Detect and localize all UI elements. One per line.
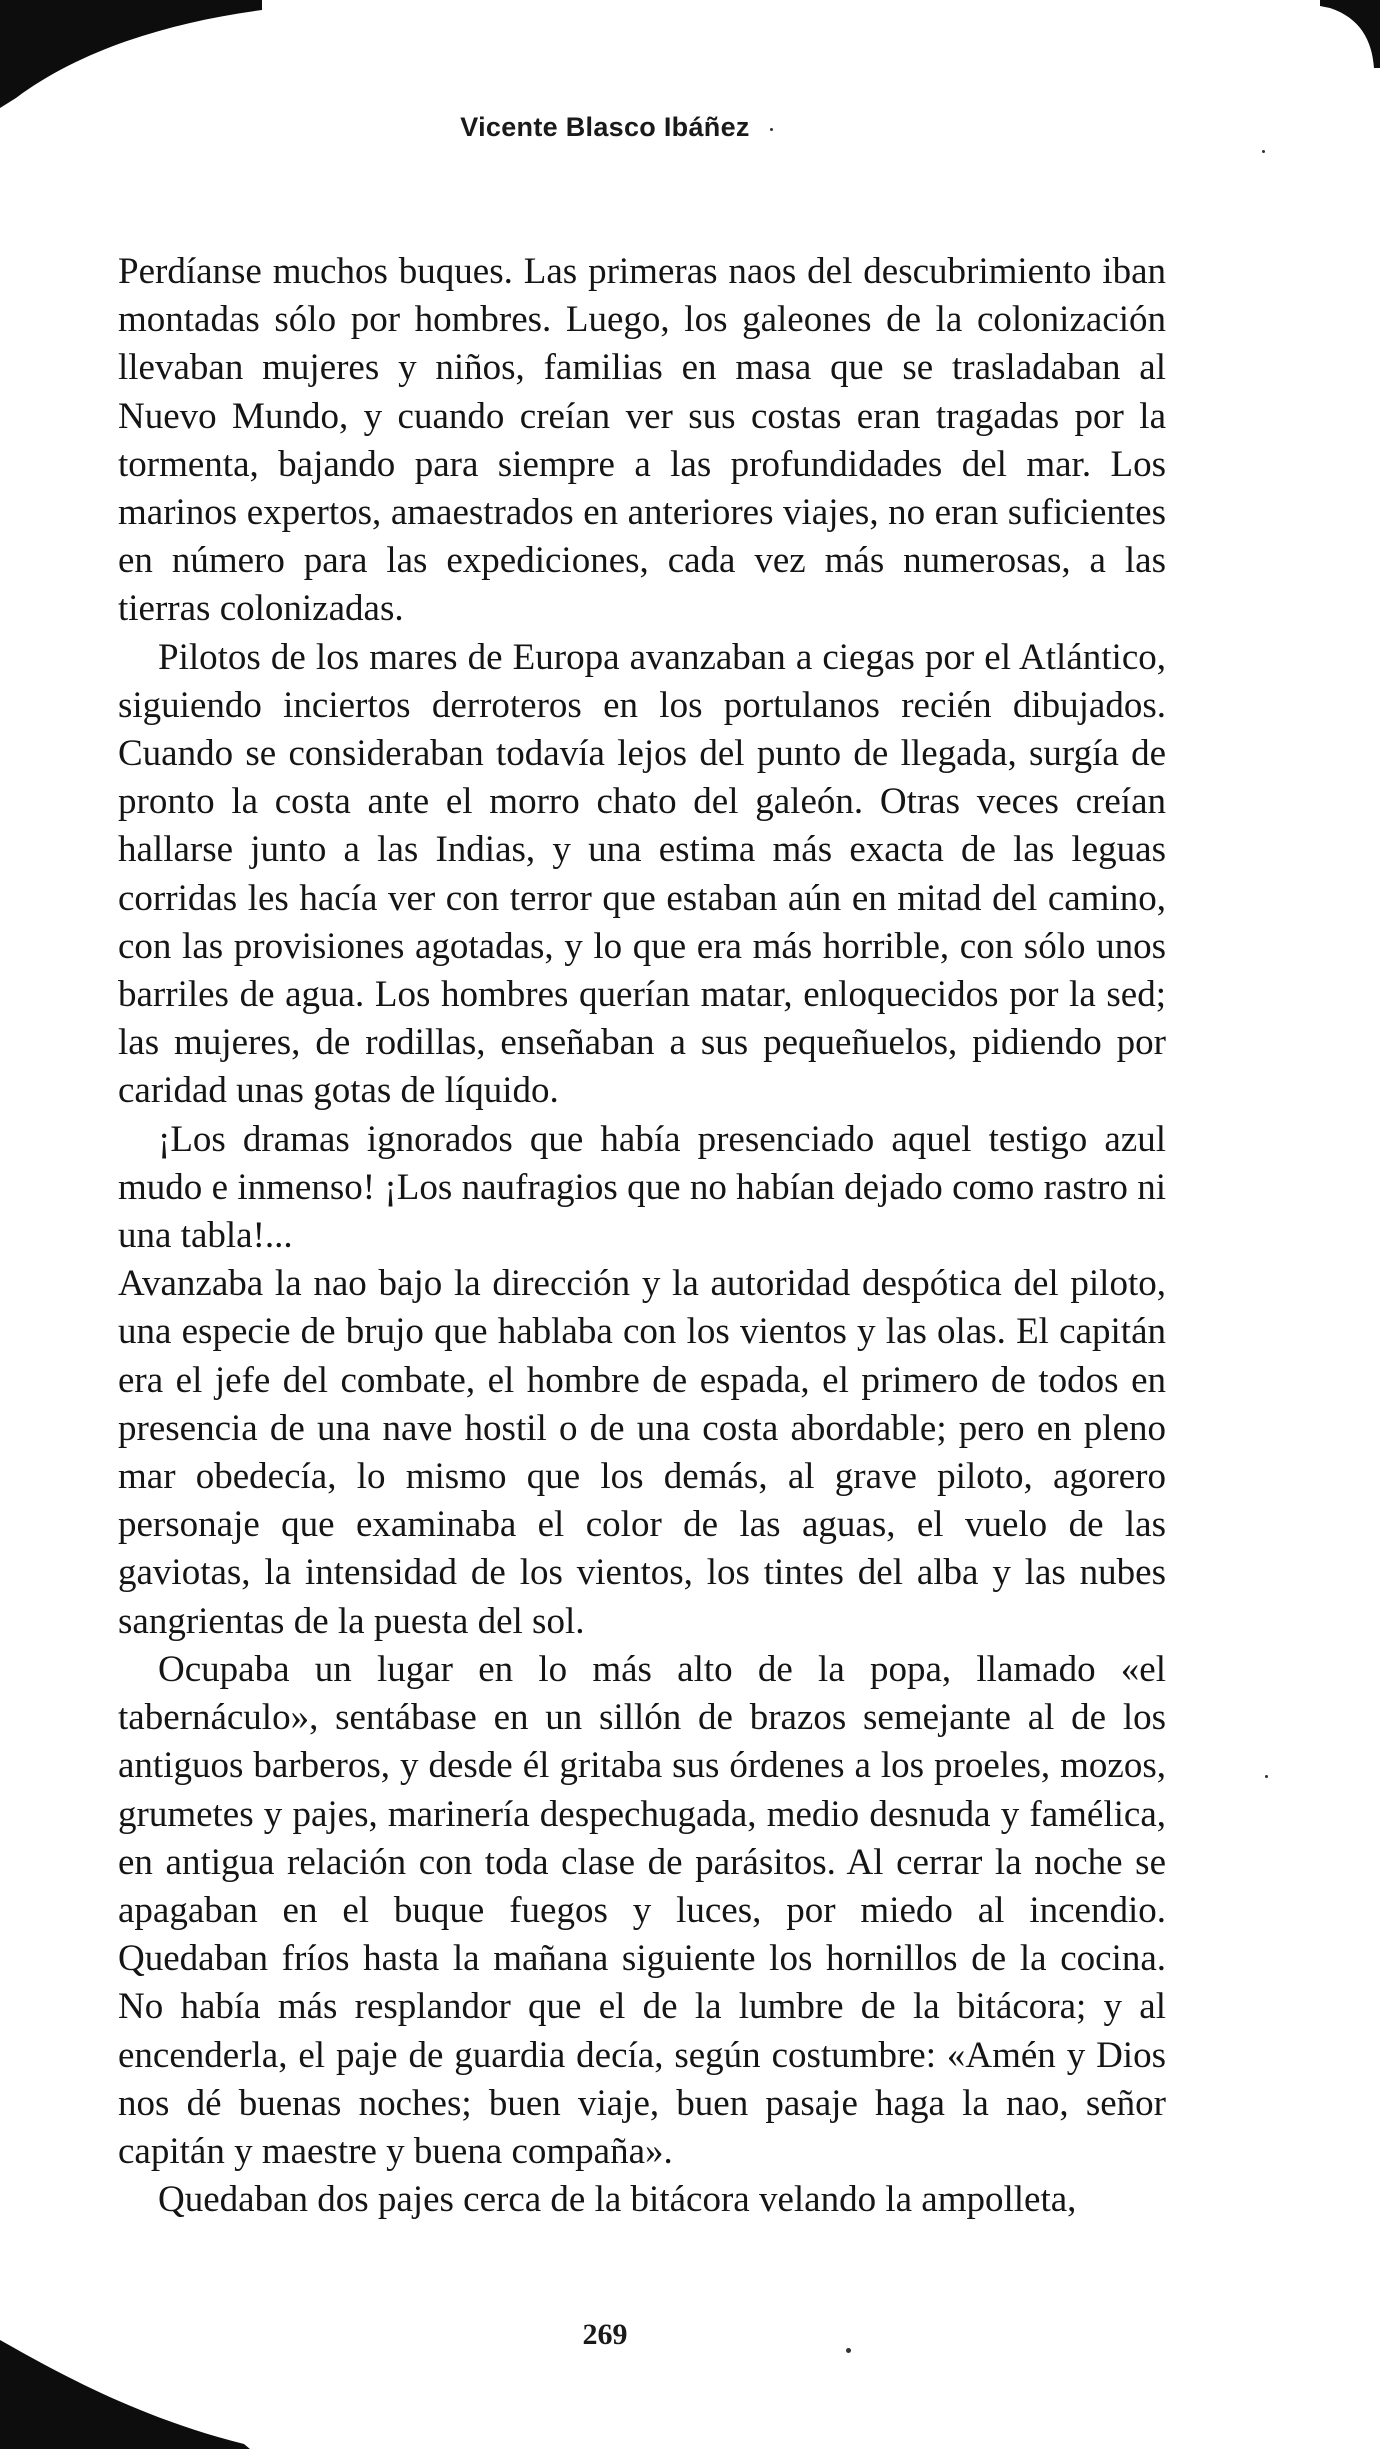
top-right-corner-mark bbox=[1320, 0, 1380, 70]
paragraph: ¡Los dramas ignorados que había presenciado aquel testigo azul mudo e inmenso! ¡Los naufragios que no habían dejado como rastro ni una tabla!... bbox=[118, 1118, 1166, 1257]
paragraph: Quedaban dos pajes cerca de la bitácora velando la ampolleta, bbox=[158, 2179, 1077, 2221]
top-left-corner-mark bbox=[0, 0, 270, 110]
paragraph: Ocupaba un lugar en lo más alto de la popa, llamado «el tabernáculo», sentábase en un sillón de brazos semejante al de los antiguos barberos, y desde él gritaba sus órdenes a los proeles, mozos, grumetes y pajes, marinería despechugada, medio desnuda y famélica, en antigua relación con toda clase de parásitos. Al cerrar la noche se apagaban en el buque fuegos y luces, por miedo al incendio. Quedaban fríos hasta la mañana siguiente los hornillos de la cocina. No había más resplandor que el de la lumbre de la bitácora; y al encenderla, el paje de guardia decía, según costumbre: «Amén y Dios nos dé buenas noches; buen viaje, buen pasaje haga la nao, señor capitán y maestre y buena compaña». bbox=[118, 1648, 1166, 2172]
body-text bbox=[118, 248, 1166, 2224]
running-title: Vicente Blasco Ibáñez bbox=[460, 112, 750, 142]
page-number: 269 bbox=[582, 2318, 628, 2351]
paragraph: Pilotos de los mares de Europa avanzaban a ciegas por el Atlántico, siguiendo inciertos derroteros en los portulanos recién dibujados. Cuando se consideraban todavía lejos del punto de llegada, surgía de pronto la costa ante el morro chato del galeón. Otras veces creían hallarse junto a las Indias, y una estima más exacta de las leguas corridas les hacía ver con terror que estaban aún en mitad del camino, con las provisiones agotadas, y lo que era más horrible, con sólo unos barriles de agua. Los hombres querían matar, enloquecidos por la sed; las mujeres, de rodillas, enseñaban a sus pequeñuelos, pidiendo por caridad unas gotas de líquido. bbox=[118, 636, 1166, 1112]
paragraph: Avanzaba la nao bajo la dirección y la autoridad despótica del piloto, una especie de brujo que hablaba con los vientos y las olas. El capitán era el jefe del combate, el hombre de espada, el primero de todos en presencia de una nave hostil o de una costa abordable; pero en pleno mar obedecía, lo mismo que los demás, al grave piloto, agorero personaje que examinaba el color de las aguas, el vuelo de las gaviotas, la intensidad de los vientos, los tintes del alba y las nubes sangrientas de la puesta del sol. bbox=[118, 1263, 1166, 1642]
scan-speck bbox=[1262, 150, 1265, 153]
scan-speck bbox=[1265, 1775, 1268, 1778]
paragraph: Perdíanse muchos buques. Las primeras naos del descubrimiento iban montadas sólo por hombres. Luego, los galeones de la colonización llevaban mujeres y niños, familias en masa que se trasladaban al Nuevo Mundo, y cuando creían ver sus costas eran tragadas por la tormenta, bajando para siempre a las profundidades del mar. Los marinos expertos, amaestrados en anteriores viajes, no eran suficientes en número para las expediciones, cada vez más numerosas, a las tierras colonizadas. bbox=[118, 251, 1166, 630]
bottom-left-corner-mark bbox=[0, 2340, 250, 2449]
